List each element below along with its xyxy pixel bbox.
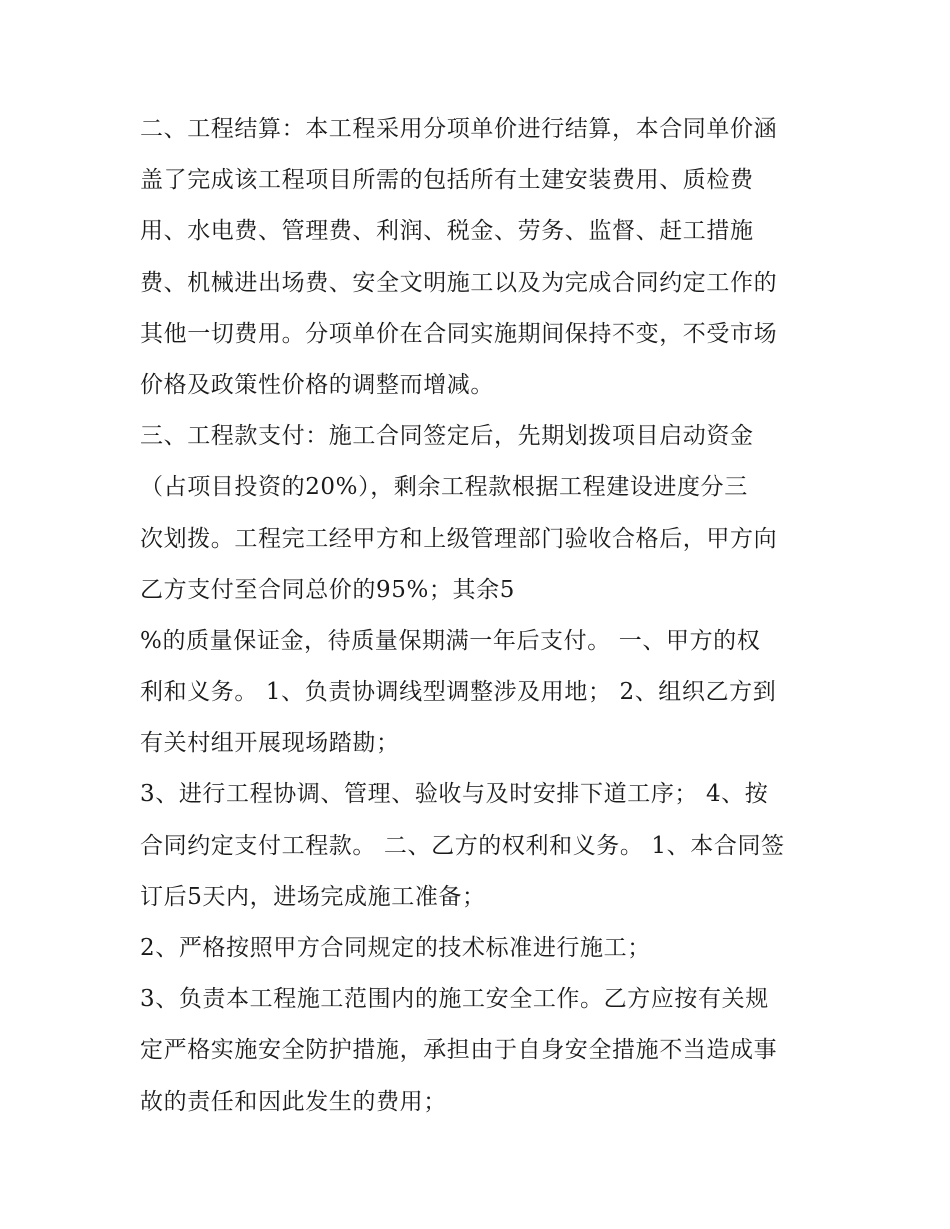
text-line: 2、严格按照甲方合同规定的技术标准进行施工； [140,935,651,961]
text-line: 有关村组开展现场踏勘； [140,730,400,757]
text-line: 其他一切费用。分项单价在合同实施期间保持不变，不受市场 [140,320,778,347]
text-line: 乙方支付至合同总价的95%；其余5 [140,576,515,603]
text-line: 3、进行工程协调、管理、验收与及时安排下道工序； 4、按 [140,781,769,808]
text-line: （占项目投资的20%），剩余工程款根据工程建设进度分三 [140,474,748,501]
text-line: 盖了完成该工程项目所需的包括所有土建安装费用、质检费 [140,167,754,194]
text-line: 三、工程款支付：施工合同签定后，先期划拨项目启动资金 [140,423,754,450]
text-line: 利和义务。 1、负责协调线型调整涉及用地； 2、组织乙方到 [140,679,777,706]
document-body [140,104,820,1128]
text-line: 二、工程结算：本工程采用分项单价进行结算，本合同单价涵 [140,116,778,142]
text-line: 价格及政策性价格的调整而增减。 [140,371,494,398]
text-line: 3、负责本工程施工范围内的施工安全工作。乙方应按有关规 [140,986,769,1013]
text-line: 费、机械进出场费、安全文明施工以及为完成合同约定工作的 [140,269,778,296]
text-line: 故的责任和因此发生的费用； [140,1088,447,1115]
text-line: 订后5天内，进场完成施工准备； [140,883,486,910]
text-line: 次划拨。工程完工经甲方和上级管理部门验收合格后，甲方向 [140,525,778,552]
text-line: 用、水电费、管理费、利润、税金、劳务、监督、赶工措施 [140,218,754,245]
text-line: %的质量保证金，待质量保期满一年后支付。 一、甲方的权 [140,627,761,654]
text-line: 合同约定支付工程款。 二、乙方的权利和义务。 1、本合同签 [140,832,785,859]
text-line: 定严格实施安全防护措施，承担由于自身安全措施不当造成事 [140,1037,778,1064]
